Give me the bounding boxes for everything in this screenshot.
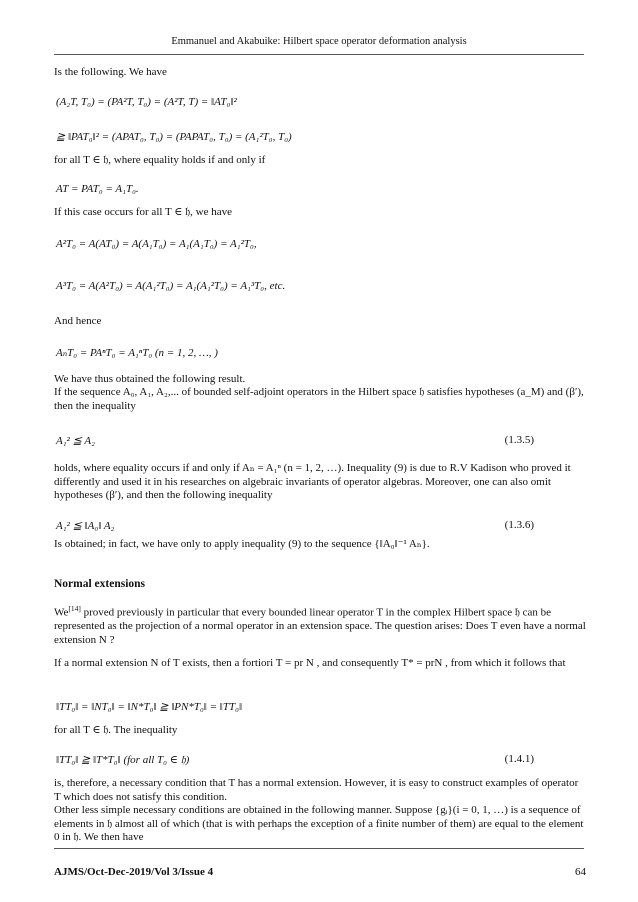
citation-ref: [14] (68, 604, 81, 613)
equation-10-body: ‖TT₀‖ ≧ ‖T*T₀‖ (for all T₀ ∈ 𝔥) (56, 754, 190, 766)
paragraph-obtained: Is obtained; in fact, we have only to apply inequality (9) to the sequence {‖A₀‖⁻¹ Aₙ}. (54, 538, 430, 550)
paragraph-inequality: for all T ∈ 𝔥. The inequality (54, 724, 178, 736)
paragraph-sequence: If the sequence A₀, A₁, A₂,... of bounded self-adjoint operators in the Hilbert space 𝔥 satisfies hypotheses (a_M) and (β′), then the inequality (54, 386, 584, 412)
section-heading: Normal extensions (54, 578, 146, 590)
paragraph-if-normal: If a normal extension N of T exists, then a fortiori T = pr N , and consequently T* = prN , from which it follows that (54, 657, 566, 669)
paragraph-other: Other less simple necessary conditions are obtained in the following manner. Suppose {gᵢ}(i = 0, 1, …) is a sequence of elements in 𝔥 almost all of which (that is with perhaps the exception of a finite number of them) are equal to the element 0 in 𝔥. We then have (54, 804, 584, 843)
page-number: 64 (575, 866, 586, 878)
equation-7-body: A₁² ≦ A₂ (56, 435, 95, 447)
equation-7 (56, 434, 586, 447)
footer-divider (54, 848, 584, 849)
paragraph-we: We (54, 606, 69, 619)
equation-7-number: (1.3.5) (504, 434, 534, 446)
paragraph-and-hence: And hence (54, 315, 102, 327)
equation-4: A²T₀ = A(AT₀) = A(A₁T₀) = A₁(A₁T₀) = A₁²T₀, (56, 238, 257, 250)
paragraph-necessary: is, therefore, a necessary condition that T has a normal extension. However, it is easy to construct examples of operator T which does not satisfy this condition. (54, 777, 579, 803)
paragraph-normal-extension (54, 602, 586, 647)
equation-8-body: A₁² ≦ ‖A₀‖ A₂ (56, 520, 115, 532)
equation-9: ‖TT₀‖ = ‖NT₀‖ = ‖N*T₀‖ ≧ ‖PN*T₀‖ = ‖TT₀‖ (56, 701, 243, 713)
equation-10 (56, 753, 586, 767)
paragraph-intro: Is the following. We have (54, 66, 167, 78)
paragraph-if-case: If this case occurs for all T ∈ 𝔥, we have (54, 206, 232, 218)
paragraph-for-all: for all T ∈ 𝔥, where equality holds if and only if (54, 154, 266, 166)
paragraph-kadison: holds, where equality occurs if and only if Aₙ = A₁ⁿ (n = 1, 2, …). Inequality (9) is due to R.V Kadison who proved it differently and used it in his researches on algebraic invariants of operator algebras. Moreover, one can also omit hypotheses (β′), and then the following inequality (54, 462, 571, 501)
equation-6: AₙT₀ = PAⁿT₀ = A₁ⁿT₀ (n = 1, 2, …, ) (56, 347, 218, 359)
header-divider (54, 54, 584, 55)
footer-journal: AJMS/Oct-Dec-2019/Vol 3/Issue 4 (54, 866, 214, 878)
paragraph-proved: proved previously in particular that every bounded linear operator T in the complex Hilbert space 𝔥 can be represented as the projection of a normal operator in an extension space. The question arises: Does T even have a normal extension N ? (54, 606, 586, 646)
equation-8-number: (1.3.6) (504, 519, 534, 531)
equation-2: ≧ ‖PAT₀‖² = (APAT₀, T₀) = (PAPAT₀, T₀) = (A₁²T₀, T₀) (56, 131, 292, 143)
equation-10-number: (1.4.1) (504, 753, 534, 765)
running-header: Emmanuel and Akabuike: Hilbert space operator deformation analysis (171, 36, 467, 47)
equation-5: A³T₀ = A(A²T₀) = A(A₁²T₀) = A₁(A₁²T₀) = A₁³T₀, etc. (56, 280, 286, 292)
equation-3: AT = PAT₀ = A₁T₀. (56, 183, 139, 195)
equation-8 (56, 519, 586, 532)
equation-1: (A₂T, T₀) = (PA²T, T₀) = (A²T, T) = ‖AT₀‖² (56, 96, 237, 108)
paragraph-result: We have thus obtained the following result. (54, 373, 246, 385)
